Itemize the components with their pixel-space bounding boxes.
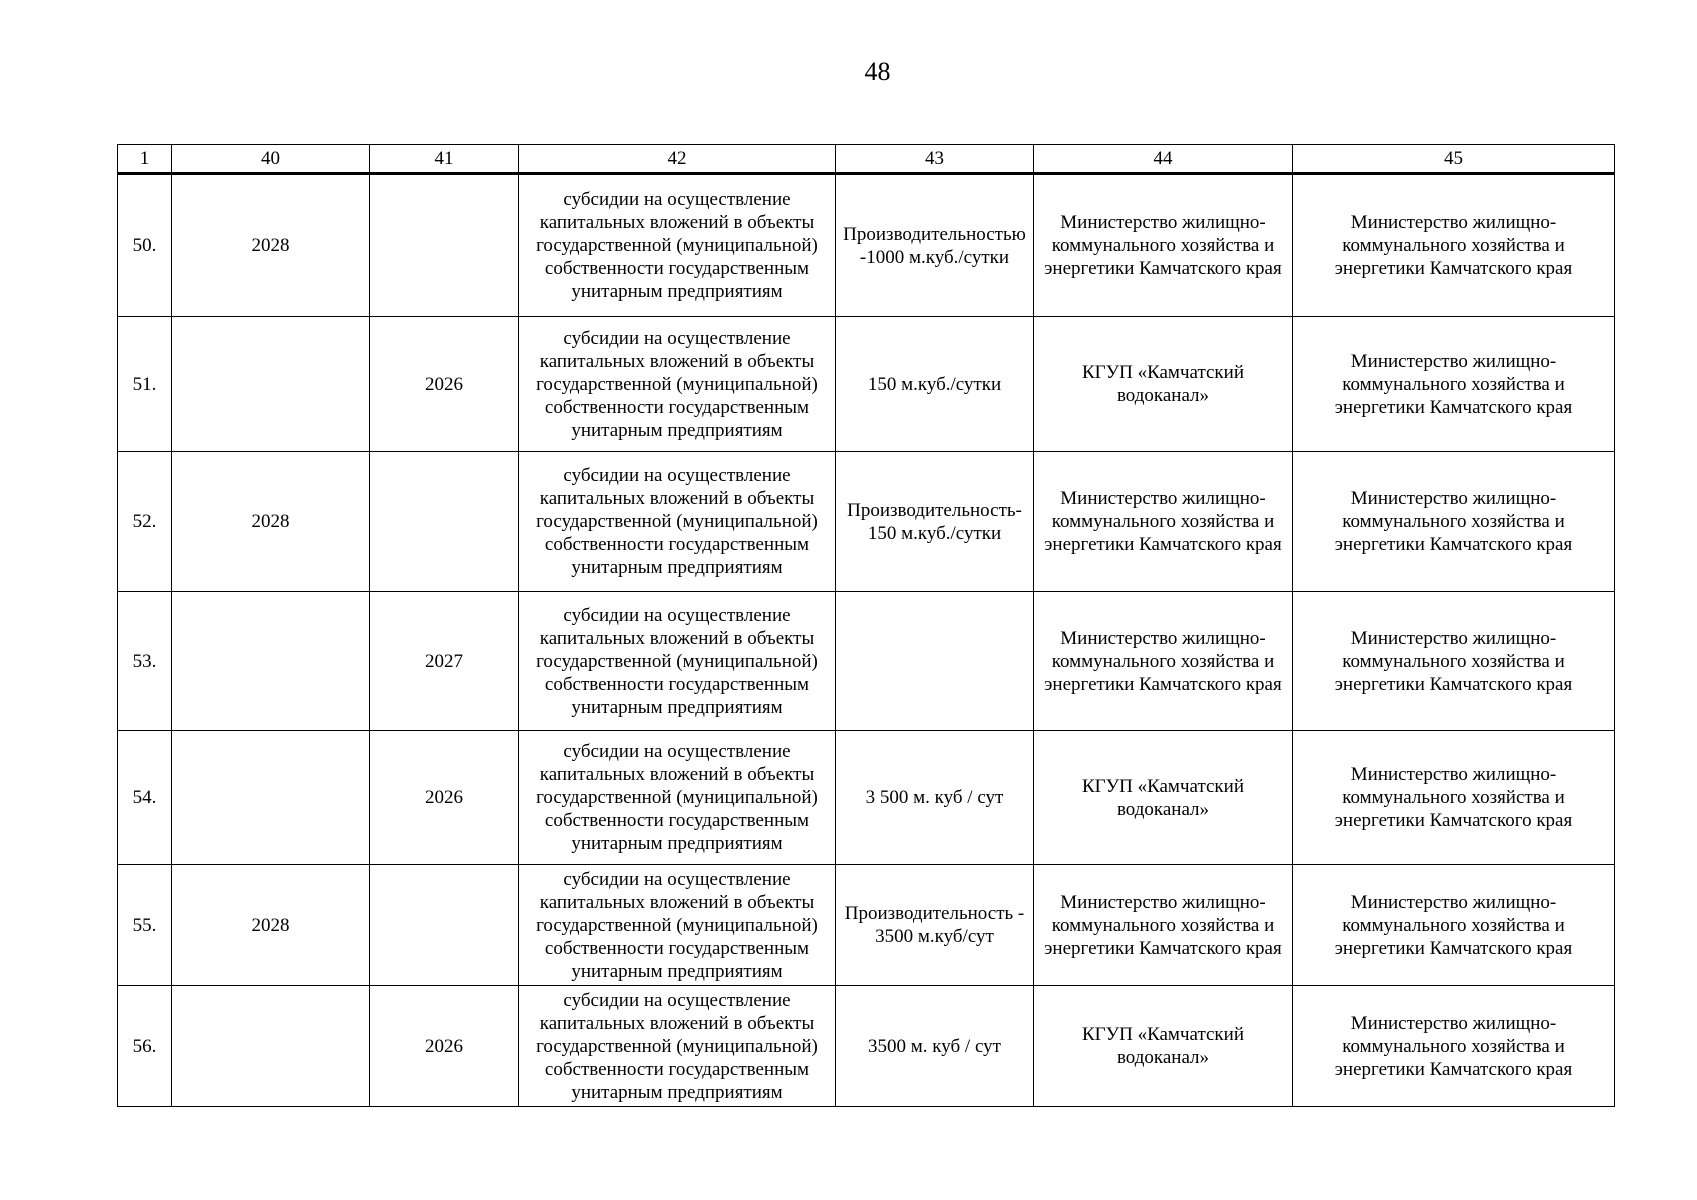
row-number-cell: 56.: [118, 986, 172, 1107]
cell-col-43: [836, 592, 1034, 731]
cell-col-44: Министерство жилищно-коммунального хозяйства и энергетики Камчатского края: [1034, 592, 1293, 731]
cell-col-43: 3500 м. куб / сут: [836, 986, 1034, 1107]
cell-col-40: 2028: [172, 452, 370, 592]
capacity-line-2: -1000 м.куб./сутки: [859, 246, 1010, 268]
cell-col-42: субсидии на осуществление капитальных вложений в объекты государственной (муниципальной) собственности государственным унитарным предприятиям: [519, 174, 836, 317]
row-number-cell: 53.: [118, 592, 172, 731]
cell-col-43: 150 м.куб./сутки: [836, 317, 1034, 452]
table-header-row: [118, 145, 1615, 174]
row-number-cell: 50.: [118, 174, 172, 317]
cell-col-45: Министерство жилищно-коммунального хозяйства и энергетики Камчатского края: [1293, 174, 1615, 317]
cell-col-41: [370, 865, 519, 986]
table-row: [118, 592, 1615, 731]
cell-col-40: [172, 731, 370, 865]
column-header: 44: [1034, 145, 1293, 174]
cell-col-41: 2026: [370, 986, 519, 1107]
cell-col-40: 2028: [172, 174, 370, 317]
cell-col-43: Производительность - 3500 м.куб/сут: [836, 865, 1034, 986]
table-row: [118, 174, 1615, 317]
cell-col-44: КГУП «Камчатский водоканал»: [1034, 731, 1293, 865]
cell-col-45: Министерство жилищно-коммунального хозяйства и энергетики Камчатского края: [1293, 592, 1615, 731]
cell-col-42: субсидии на осуществление капитальных вложений в объекты государственной (муниципальной) собственности государственным унитарным предприятиям: [519, 592, 836, 731]
row-number-cell: 51.: [118, 317, 172, 452]
column-header: 40: [172, 145, 370, 174]
cell-col-41: 2026: [370, 731, 519, 865]
cell-col-45: Министерство жилищно-коммунального хозяйства и энергетики Камчатского края: [1293, 986, 1615, 1107]
cell-col-42: субсидии на осуществление капитальных вложений в объекты государственной (муниципальной) собственности государственным унитарным предприятиям: [519, 986, 836, 1107]
table-row: [118, 731, 1615, 865]
table-row: [118, 865, 1615, 986]
cell-col-42: субсидии на осуществление капитальных вложений в объекты государственной (муниципальной) собственности государственным унитарным предприятиям: [519, 452, 836, 592]
cell-col-44: КГУП «Камчатский водоканал»: [1034, 317, 1293, 452]
cell-col-42: субсидии на осуществление капитальных вложений в объекты государственной (муниципальной) собственности государственным унитарным предприятиям: [519, 865, 836, 986]
table-row: [118, 986, 1615, 1107]
cell-col-42: субсидии на осуществление капитальных вложений в объекты государственной (муниципальной) собственности государственным унитарным предприятиям: [519, 317, 836, 452]
row-number-cell: 55.: [118, 865, 172, 986]
cell-col-41: 2027: [370, 592, 519, 731]
column-header: 45: [1293, 145, 1615, 174]
cell-col-45: Министерство жилищно-коммунального хозяйства и энергетики Камчатского края: [1293, 452, 1615, 592]
cell-col-43: 3 500 м. куб / сут: [836, 731, 1034, 865]
cell-col-40: 2028: [172, 865, 370, 986]
table-row: [118, 452, 1615, 592]
cell-col-40: [172, 317, 370, 452]
cell-col-44: КГУП «Камчатский водоканал»: [1034, 986, 1293, 1107]
row-number-cell: 52.: [118, 452, 172, 592]
cell-col-41: 2026: [370, 317, 519, 452]
cell-col-44: Министерство жилищно-коммунального хозяйства и энергетики Камчатского края: [1034, 865, 1293, 986]
cell-col-45: Министерство жилищно-коммунального хозяйства и энергетики Камчатского края: [1293, 317, 1615, 452]
cell-col-40: [172, 592, 370, 731]
cell-col-44: Министерство жилищно-коммунального хозяйства и энергетики Камчатского края: [1034, 452, 1293, 592]
column-header: 43: [836, 145, 1034, 174]
cell-col-43: [836, 174, 1034, 317]
cell-col-41: [370, 174, 519, 317]
column-header: 42: [519, 145, 836, 174]
cell-col-42: субсидии на осуществление капитальных вложений в объекты государственной (муниципальной) собственности государственным унитарным предприятиям: [519, 731, 836, 865]
cell-col-41: [370, 452, 519, 592]
cell-col-43: Производительность- 150 м.куб./сутки: [836, 452, 1034, 592]
cell-col-45: Министерство жилищно-коммунального хозяйства и энергетики Камчатского края: [1293, 731, 1615, 865]
page-number: 48: [864, 57, 891, 86]
cell-col-44: Министерство жилищно-коммунального хозяйства и энергетики Камчатского края: [1034, 174, 1293, 317]
data-table: [117, 144, 1615, 1107]
capacity-line-1: Производительностью: [843, 223, 1026, 245]
table-row: [118, 317, 1615, 452]
row-number-cell: 54.: [118, 731, 172, 865]
column-header: 41: [370, 145, 519, 174]
cell-col-40: [172, 986, 370, 1107]
cell-col-45: Министерство жилищно-коммунального хозяйства и энергетики Камчатского края: [1293, 865, 1615, 986]
column-header: 1: [118, 145, 172, 174]
